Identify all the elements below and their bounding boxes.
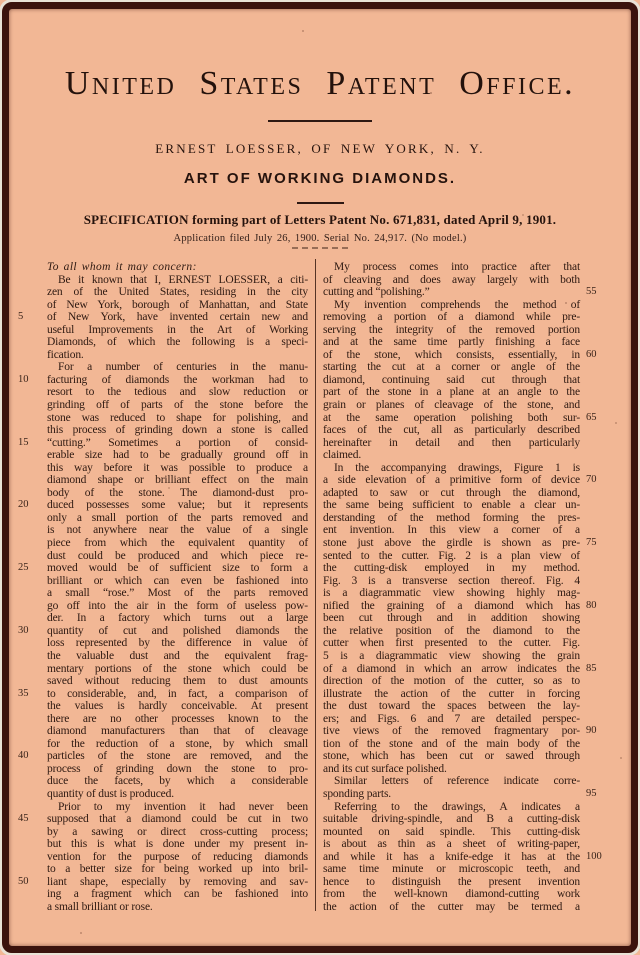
text-line xyxy=(47,801,308,814)
line-text: 5 is a diagrammatic view showing the grain xyxy=(323,649,580,662)
text-line xyxy=(323,688,580,701)
line-text: and at the same time partly finishing a face xyxy=(323,336,580,349)
line-number: 90 xyxy=(586,725,597,737)
line-text: the action of the cutter may be termed a xyxy=(323,900,580,913)
line-text: for the reduction of a stone, by which small xyxy=(47,737,308,750)
line-text: grain or planes of cleavage of the stone, and xyxy=(323,399,580,412)
line-number: 65 xyxy=(586,411,597,423)
line-text: Referring to the drawings, A indicates a xyxy=(334,800,580,813)
text-line xyxy=(323,449,580,462)
text-line xyxy=(47,612,308,625)
line-text: been cut through and in addition showing xyxy=(323,612,580,625)
line-text: part of the stone in a plane at an angle to the xyxy=(323,386,580,399)
line-text: body of the stone. The diamond-dust pro- xyxy=(47,486,308,499)
text-line xyxy=(323,474,597,487)
line-text: supposed that a diamond could be cut in two xyxy=(47,813,308,826)
application-line: Application filed July 26, 1900. Serial No. 24,917. (No model.) xyxy=(173,233,467,244)
line-text: this way before it was possible to produce a xyxy=(47,461,308,474)
line-number: 70 xyxy=(586,474,597,486)
line-text: cutting and “polishing.” xyxy=(323,286,430,299)
text-line xyxy=(323,311,580,324)
text-line xyxy=(323,801,580,814)
line-number: 15 xyxy=(18,436,29,448)
line-text: this process of grinding down a stone is called xyxy=(47,424,308,437)
text-line xyxy=(323,261,580,274)
text-line xyxy=(323,537,597,550)
line-text: a small “rose.” Most of the parts removed xyxy=(47,587,308,600)
line-text: To all whom it may concern: xyxy=(47,261,197,273)
text-line xyxy=(47,524,308,537)
text-line xyxy=(18,436,308,450)
line-text: sented to the cutter. Fig. 2 is a plan view of xyxy=(323,549,580,562)
text-line xyxy=(18,624,308,638)
text-line xyxy=(47,487,308,500)
text-line xyxy=(47,537,308,550)
line-text: diamond, continuing said cut through that xyxy=(323,373,580,386)
text-line xyxy=(18,373,308,387)
text-line xyxy=(323,411,597,425)
line-text: duced possesses some value; but it represents xyxy=(47,499,308,512)
text-line xyxy=(47,349,308,362)
line-text: liant shape, especially by removing and sav- xyxy=(47,875,308,888)
text-line xyxy=(47,399,308,412)
specification-line: SPECIFICATION forming part of Letters Patent No. 671,831, dated April 9, 1901. xyxy=(83,212,557,227)
line-number: 50 xyxy=(18,875,29,887)
line-number: 45 xyxy=(18,813,29,825)
text-line xyxy=(323,424,580,437)
text-line xyxy=(323,750,580,763)
line-text: ers; and Figs. 6 and 7 are detailed perspec- xyxy=(323,712,580,725)
line-text: of a diamond in which an arrow indicates the xyxy=(323,662,580,675)
line-text: starting the cut at a corner or angle of the xyxy=(323,361,580,374)
text-line xyxy=(47,512,308,525)
line-text: vention for the purpose of reducing diamonds xyxy=(47,850,308,863)
line-number: 75 xyxy=(586,537,597,549)
line-text: For a number of centuries in the manu- xyxy=(58,361,308,374)
text-line xyxy=(323,876,580,889)
text-line xyxy=(323,587,580,600)
text-line xyxy=(323,775,580,788)
line-text: go off into the air in the form of useless pow- xyxy=(47,599,308,612)
text-line xyxy=(47,336,308,349)
line-text: zen of the United States, residing in the city xyxy=(47,286,308,299)
line-text: is not anywhere near the value of a single xyxy=(47,524,308,537)
line-text: is about as thin as a sheet of writing-paper, xyxy=(323,838,580,851)
text-line xyxy=(323,838,580,851)
line-number: 25 xyxy=(18,562,29,574)
text-line xyxy=(323,826,580,839)
line-number: 55 xyxy=(586,286,597,298)
line-number: 85 xyxy=(586,662,597,674)
column-divider xyxy=(315,259,316,911)
line-text: of cleaving and does away largely with both xyxy=(323,273,580,286)
line-text: Diamonds, of which the following is a speci- xyxy=(47,336,308,349)
text-line xyxy=(323,399,580,412)
line-text: saved without reducing them to dust amounts xyxy=(47,675,308,688)
text-line xyxy=(47,550,308,563)
text-line xyxy=(323,700,580,713)
text-line xyxy=(323,637,580,650)
text-line xyxy=(47,386,308,399)
line-text: dust could be produced and which piece re- xyxy=(47,549,308,562)
line-text: ent invention. In this view a corner of a xyxy=(323,524,580,537)
line-number: 30 xyxy=(18,624,29,636)
line-text: a side elevation of a primitive form of device xyxy=(323,474,580,487)
line-text: suitable driving-spindle, and B a cutting-disk xyxy=(323,813,580,826)
invention-title: ART OF WORKING DIAMONDS. xyxy=(183,170,457,187)
line-text: particles of the stone are removed, and the xyxy=(47,750,308,763)
text-line xyxy=(18,813,308,826)
text-line xyxy=(47,412,308,425)
line-text: illustrate the action of the cutter in forcing xyxy=(323,687,580,700)
line-text: claimed. xyxy=(323,449,362,462)
line-text: the relative position of the diamond to the xyxy=(323,624,580,637)
text-line xyxy=(323,437,580,450)
text-line xyxy=(323,499,580,512)
text-line xyxy=(323,386,580,399)
text-line xyxy=(18,499,308,512)
text-line xyxy=(47,675,308,688)
text-line xyxy=(323,813,580,826)
text-line xyxy=(47,637,308,650)
line-text: to considerable, and, in fact, a comparison of xyxy=(47,687,308,700)
text-line xyxy=(47,261,308,274)
text-line xyxy=(47,725,308,738)
text-line xyxy=(47,424,308,437)
text-line xyxy=(47,888,308,901)
text-line xyxy=(47,474,308,487)
text-line xyxy=(323,850,602,864)
line-text: grinding off of parts of the stone before the xyxy=(47,399,308,412)
line-text: direction of the motion of the cutter, so as to xyxy=(323,675,580,688)
text-line xyxy=(18,750,308,763)
dashed-divider xyxy=(292,247,348,249)
text-line xyxy=(18,311,308,324)
line-text: nified the graining of a diamond which has xyxy=(323,599,580,612)
text-line xyxy=(47,738,308,751)
line-text: der. In a factory which turns out a large xyxy=(47,612,308,625)
line-text: a small brilliant or rose. xyxy=(47,900,153,913)
text-line xyxy=(323,738,580,751)
text-line xyxy=(47,449,308,462)
line-text: Prior to my invention it had never been xyxy=(58,800,308,813)
line-text: the values is hardly conceivable. At present xyxy=(47,700,308,713)
text-line xyxy=(323,562,580,575)
text-line xyxy=(323,787,597,801)
line-text: serving the integrity of the removed portion xyxy=(323,323,580,336)
text-line xyxy=(18,875,308,889)
line-number: 35 xyxy=(18,687,29,699)
text-line xyxy=(47,700,308,713)
line-text: the dust toward the spaces between the lay- xyxy=(323,700,580,713)
line-text: loss represented by the difference in value of xyxy=(47,637,308,650)
line-text: but this is what is done under my present in- xyxy=(47,838,308,851)
text-line xyxy=(47,663,308,676)
line-text: Be it known that I, ERNEST LOESSER, a citi- xyxy=(58,273,308,286)
text-line xyxy=(47,286,308,299)
line-text: useful Improvements in the Art of Working xyxy=(47,323,308,336)
line-text: the same being sufficient to enable a clear un- xyxy=(323,499,580,512)
line-text: resort to the tedious and slow reduction or xyxy=(47,386,308,399)
text-line xyxy=(323,675,580,688)
line-text: stone was reduced to shape for polishing, and xyxy=(47,411,308,424)
line-text: brilliant or which can even be fashioned into xyxy=(47,574,308,587)
line-text: faces of the cut, all as particularly described xyxy=(323,424,580,437)
line-text: sponding parts. xyxy=(323,787,392,800)
line-text: In the accompanying drawings, Figure 1 is xyxy=(334,461,580,474)
line-text: diamond shape or brilliant effect on the main xyxy=(47,474,308,487)
line-text: tive views of the removed fragmentary por- xyxy=(323,725,580,738)
left-column xyxy=(18,261,308,913)
line-text: there are no other processes known to the xyxy=(47,712,308,725)
line-text: My invention comprehends the method of xyxy=(334,298,580,311)
line-text: “cutting.” Sometimes a portion of consid- xyxy=(47,436,308,449)
line-text: mounted on said spindle. This cutting-disk xyxy=(323,825,580,838)
title-divider xyxy=(297,202,344,204)
text-line xyxy=(323,512,580,525)
line-text: cutter when first presented to the cutter. Fig. xyxy=(323,637,580,650)
line-number: 100 xyxy=(586,850,602,862)
text-line xyxy=(47,361,308,374)
text-line xyxy=(323,650,580,663)
line-text: Similar letters of reference indicate corre- xyxy=(334,775,580,788)
line-text: of New York, borough of Manhattan, and State xyxy=(47,298,308,311)
line-number: 5 xyxy=(18,311,24,323)
text-line xyxy=(47,775,308,788)
text-line xyxy=(323,725,597,738)
line-text: and its cut surface polished. xyxy=(323,762,447,775)
line-number: 40 xyxy=(18,750,29,762)
inventor-line: ERNEST LOESSER, OF NEW YORK, N. Y. xyxy=(155,141,485,156)
text-line xyxy=(47,324,308,337)
line-number: 80 xyxy=(586,599,597,611)
line-text: from the well-known diamond-cutting work xyxy=(323,888,580,901)
line-text: adapted to saw or cut through the diamond, xyxy=(323,486,580,499)
line-text: of the stone, which consists, essentially, in xyxy=(323,348,580,361)
line-text: quantity of dust is produced. xyxy=(47,787,174,800)
text-line xyxy=(18,687,308,701)
line-text: to a better size for being worked up into bril- xyxy=(47,863,308,876)
line-number: 20 xyxy=(18,499,29,511)
line-text: same time minute or microscopic teeth, and xyxy=(323,863,580,876)
text-line xyxy=(323,286,597,299)
text-line xyxy=(323,336,580,349)
text-line xyxy=(323,599,597,613)
text-line xyxy=(323,863,580,876)
line-number: 10 xyxy=(18,373,29,385)
line-text: hence to distinguish the present invention xyxy=(323,875,580,888)
line-text: diamond manufacturers than that of cleavage xyxy=(47,725,308,738)
line-text: stone just above the girdle is shown as pre- xyxy=(323,537,580,550)
line-text: My process comes into practice after that xyxy=(334,261,580,273)
line-text: duce the facets, by which a considerable xyxy=(47,775,308,788)
line-text: fication. xyxy=(47,348,84,361)
text-line xyxy=(47,650,308,663)
text-line xyxy=(323,299,580,312)
line-text: moved would be of sufficient size to form a xyxy=(47,562,308,575)
line-text: erable size had to be gradually ground off in xyxy=(47,449,308,462)
text-line xyxy=(323,524,580,537)
text-line xyxy=(47,600,308,613)
text-line xyxy=(323,462,580,475)
text-line xyxy=(323,625,580,638)
text-line xyxy=(323,348,597,362)
text-line xyxy=(323,662,597,676)
line-text: at the same operation polishing both sur- xyxy=(323,411,580,424)
text-line xyxy=(47,713,308,726)
line-text: removing a portion of a diamond while pre- xyxy=(323,311,580,324)
text-line xyxy=(18,562,308,575)
office-title: United States Patent Office. xyxy=(64,65,576,102)
text-line xyxy=(47,587,308,600)
line-text: process of grinding down the stone to pro- xyxy=(47,762,308,775)
line-text: of New York, have invented certain new and xyxy=(47,311,308,324)
line-number: 60 xyxy=(586,348,597,360)
text-line xyxy=(323,713,580,726)
line-text: quantity of cut and polished diamonds the xyxy=(47,624,308,637)
line-text: the cutting-disk employed in my method. xyxy=(323,562,580,575)
line-text: tion of the stone and of the main body of the xyxy=(323,737,580,750)
line-text: derstanding of the method forming the pres- xyxy=(323,511,580,524)
line-text: ing a fragment which can be fashioned into xyxy=(47,888,308,901)
text-line xyxy=(323,763,580,776)
text-line xyxy=(323,274,580,287)
text-line xyxy=(47,901,308,914)
text-line xyxy=(47,763,308,776)
text-line xyxy=(323,901,580,914)
line-text: facturing of diamonds the workman had to xyxy=(47,373,308,386)
text-line xyxy=(323,324,580,337)
line-number: 95 xyxy=(586,787,597,799)
line-text: mentary portions of the stone which could be xyxy=(47,662,308,675)
line-text: Fig. 3 is a transverse section thereof. Fig. 4 xyxy=(323,574,580,587)
text-line xyxy=(323,374,580,387)
text-line xyxy=(323,361,580,374)
text-line xyxy=(47,788,308,801)
line-text: is a diagrammatic view showing highly mag- xyxy=(323,587,580,600)
text-line xyxy=(323,487,580,500)
line-text: hereinafter in detail and then particularly xyxy=(323,436,580,449)
line-text: piece from which the equivalent quantity of xyxy=(47,537,308,550)
text-line xyxy=(47,838,308,851)
text-line xyxy=(47,575,308,588)
line-text: the valuable dust and the equivalent frag- xyxy=(47,649,308,662)
text-line xyxy=(323,550,580,563)
text-line xyxy=(323,612,580,625)
text-line xyxy=(323,575,580,588)
text-line xyxy=(47,462,308,475)
line-text: and while it has a knife-edge it has at the xyxy=(323,850,580,863)
line-text: only a small portion of the parts removed and xyxy=(47,511,308,524)
text-line xyxy=(47,863,308,876)
text-line xyxy=(47,274,308,287)
text-line xyxy=(47,851,308,864)
text-line xyxy=(47,826,308,839)
line-text: stone, which has been cut or sawed through xyxy=(323,750,580,763)
line-text: by a sawing or direct cross-cutting process; xyxy=(47,825,308,838)
text-line xyxy=(323,888,580,901)
header-divider xyxy=(268,120,372,122)
right-column xyxy=(323,261,602,913)
text-line xyxy=(47,299,308,312)
